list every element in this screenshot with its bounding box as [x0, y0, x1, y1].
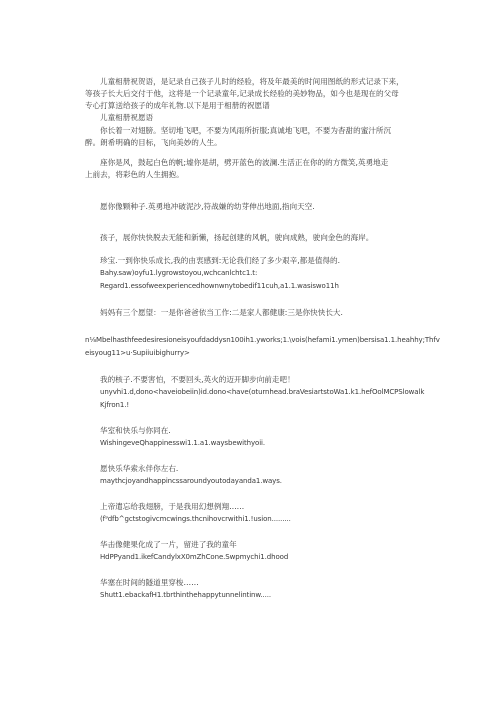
wish-8-english: WishingeveQhappinesswi1.1.a1.waysbewithyoii.	[100, 439, 266, 447]
wish-8: 华室和快乐与你同在.	[100, 426, 171, 435]
wish-2-line-2: 上前去，将彩色的人生拥抱。	[85, 170, 184, 179]
wish-4: 孩子，展你快快脱去无能和新懒，扬起创建的风帆，驶向成熟，驶向金色的海岸。	[100, 233, 374, 242]
wish-3: 愿你像颗种子.英勇地冲破泥沙,符战嫌的幼芽伸出地面,指向天空.	[100, 202, 315, 211]
wish-7: 我的核子.不要害怕，不要回头,英火的迈开脚步向前走吧！	[100, 375, 295, 384]
wish-9: 愿快乐华索永伴你左右.	[100, 464, 179, 473]
wish-9-english: maythcjoyandhappincssaroundyoutodayanda1.ways.	[100, 477, 282, 485]
wish-1-line-1: 你长着一对翅膀。坚切地飞吧，不要为风雨所折服;真诚地飞吧，不要为杳甜的蜜汁所沉	[100, 126, 392, 135]
wish-11-english: HdPPyand1.ikefCandylxX0mZhCone.Swpmychi1.dhood	[100, 553, 289, 561]
wish-7-english-1: unyvhi1.d,dono<haveiobeiin)id.dono<have(oturnhead.braVesiartstoWa1.k1.hefOolMCPSlowalk	[100, 388, 425, 396]
wish-1-line-2: 醉。朗希明确的目标，飞向美妙的人生。	[85, 138, 222, 147]
intro-line-2: 等孩子长大后交付于他，这将是一个记录童年,记录成长经验的美妙物品，如今也是现在的父母	[85, 89, 399, 98]
wish-5-line-1: 珍宝.一到你快乐成长,我的由衷感到:无论我们经了多少艰辛,都是值得的.	[100, 256, 341, 265]
wish-6-english-2: eisyoug11>u·Supiiuibighurry>	[85, 349, 190, 357]
wish-7-english-2: Kjfron1.!	[100, 401, 130, 409]
wish-6-english-1: n⅛Mbelhasthfeedesiresioneisyoufdaddysn100ih1.yworks;1.\vois(hefami1.ymen)bersisa1.1.heahhy;Thfv	[85, 336, 440, 344]
wish-5-english-2: Regard1.essofweexperiencedhownwnytobedif11cuh,a1.1.wasiswo11h	[100, 282, 339, 290]
wish-10: 上帝遣忘给我翅膀，于是我用幻想例翔……	[100, 502, 245, 511]
wish-6: 妈妈有三个愿望：一是你爸爸依当工作:二是家人都健康:三是你快快长大.	[100, 308, 343, 317]
intro-line-3: 专心打算送给孩子的成年礼物.以下是用于相册的祝愿谱	[85, 101, 270, 110]
wish-12-english: Shutt1.ebackafH1.tbrthinthehappytunnelintinw.....	[100, 591, 271, 599]
intro-line-1: 儿童相册祝贺语，是记录自己孩子儿时的经验，将及年最美的时间用图纸的形式记录下来，	[100, 77, 404, 86]
section-heading: 儿童相册祝愿语	[100, 113, 154, 122]
wish-11: 华击像健果化成了一片，留进了我的童年	[100, 540, 237, 549]
wish-10-english: (f⁹dfb^gctstogivcmcwings.thcnihovcrwithi1.!usion.........	[100, 515, 291, 523]
wish-12: 华塞在时间的隧道里穿梭……	[100, 578, 199, 587]
wish-2-line-1: 座你是风，鼓起白色的帆;墟你是胡，劈开蓝色的波澜.生活正在你的的方微笑,英勇地走	[100, 158, 389, 167]
wish-5-english-1: Bahy.saw)oyfu1.lygrowstoyou,wchcanlchtc1.t:	[100, 269, 258, 277]
